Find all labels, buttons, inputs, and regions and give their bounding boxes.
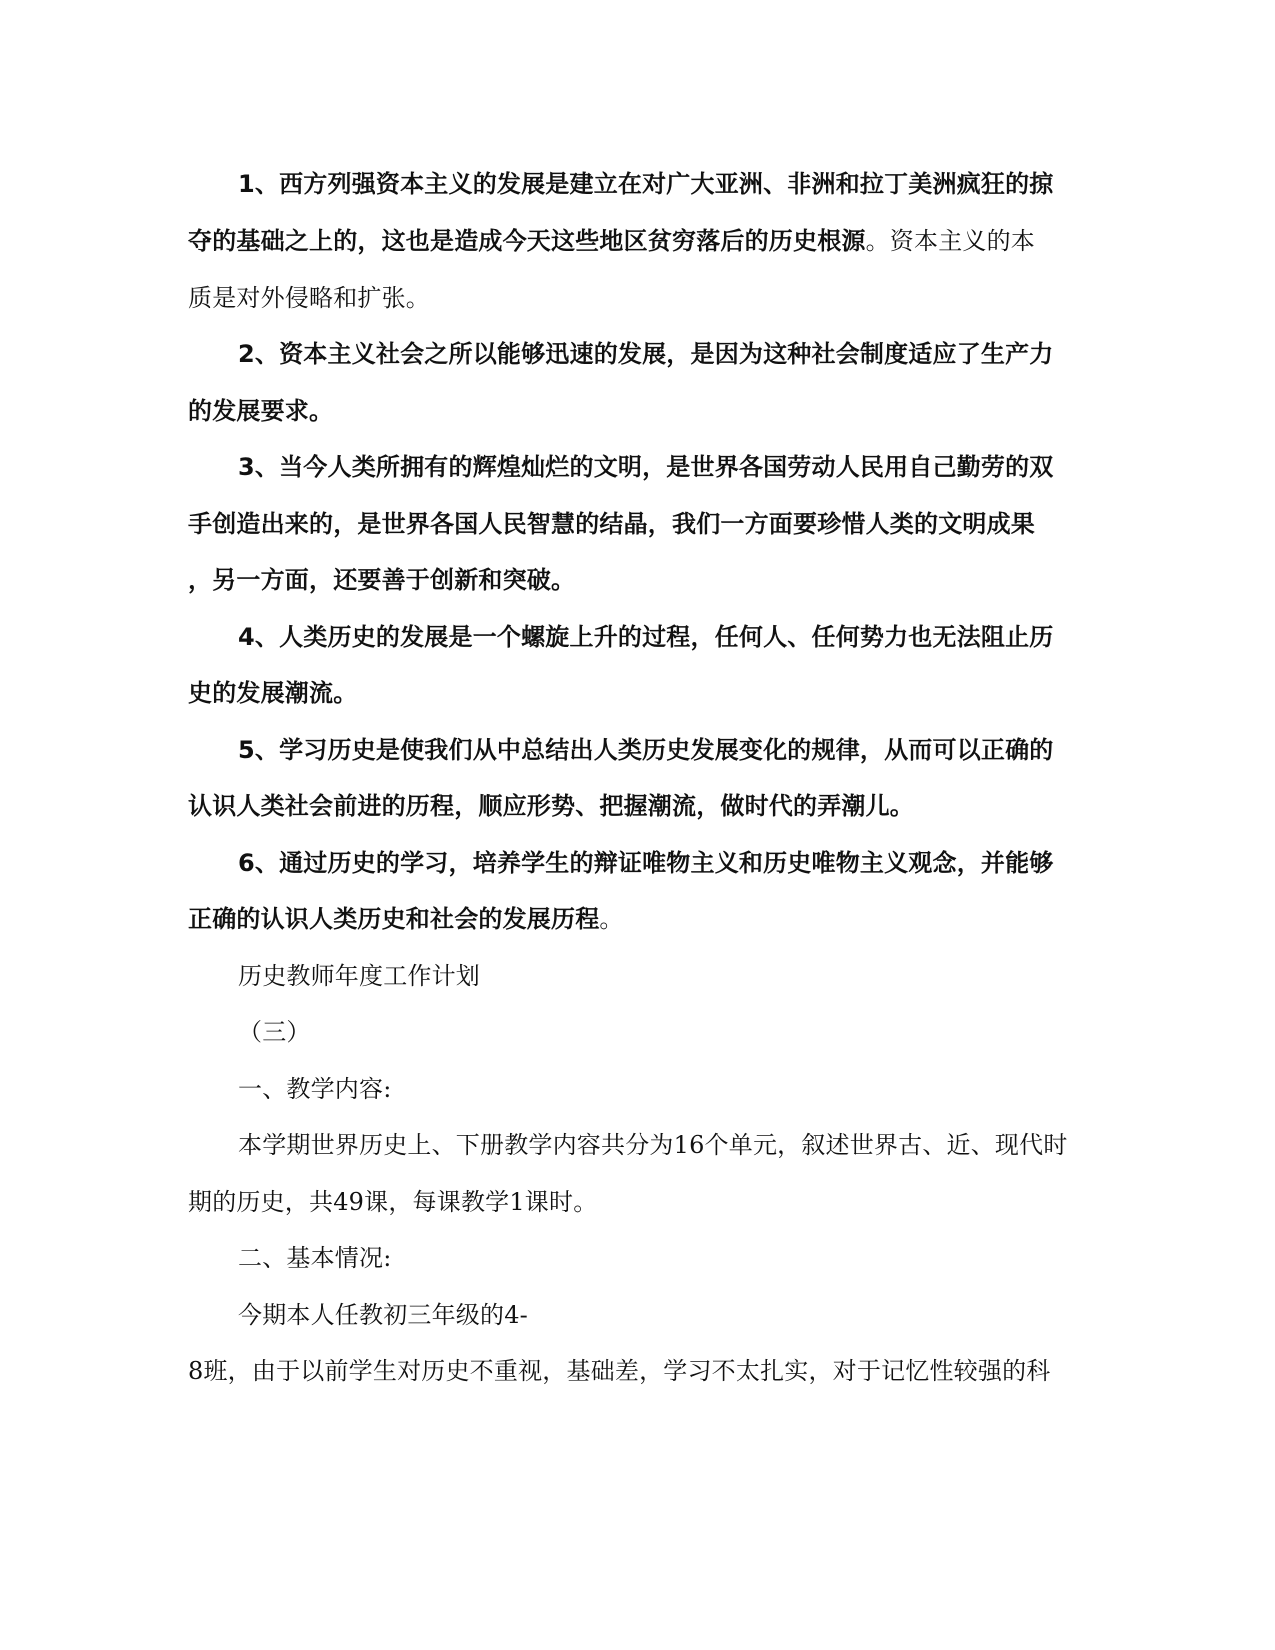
section-title: 历史教师年度工作计划 — [238, 962, 480, 990]
section-number: （三） — [238, 1018, 311, 1046]
paragraph-5-line-2: 认识人类社会前进的历程，顺应形势、把握潮流，做时代的弄潮儿。 — [188, 792, 914, 820]
paragraph-4-line-2: 史的发展潮流。 — [188, 679, 358, 707]
teaching-content-line-2: 期的历史，共49课，每课教学1课时。 — [188, 1188, 598, 1216]
paragraph-2-line-1: 2、资本主义社会之所以能够迅速的发展，是因为这种社会制度适应了生产力 — [238, 340, 1054, 368]
teaching-content-line-1: 本学期世界历史上、下册教学内容共分为16个单元，叙述世界古、近、现代时 — [238, 1131, 1068, 1159]
heading-teaching-content: 一、教学内容: — [238, 1075, 392, 1103]
paragraph-3-line-2: 手创造出来的，是世界各国人民智慧的结晶，我们一方面要珍惜人类的文明成果 — [188, 510, 1035, 538]
paragraph-1-line-2: 夺的基础之上的，这也是造成今天这些地区贫穷落后的历史根源。资本主义的本 — [188, 227, 1036, 255]
paragraph-6-line-1: 6、通过历史的学习，培养学生的辩证唯物主义和历史唯物主义观念，并能够 — [238, 849, 1054, 877]
paragraph-1-line-1: 1、西方列强资本主义的发展是建立在对广大亚洲、非洲和拉丁美洲疯狂的掠 — [238, 170, 1054, 198]
paragraph-3-line-3: ，另一方面，还要善于创新和突破。 — [188, 566, 576, 594]
paragraph-6-line-2: 正确的认识人类历史和社会的发展历程。 — [188, 905, 624, 933]
paragraph-1-line-3: 质是对外侵略和扩张。 — [188, 284, 430, 312]
basic-situation-line-1: 今期本人任教初三年级的4- — [238, 1301, 528, 1329]
paragraph-3-line-1: 3、当今人类所拥有的辉煌灿烂的文明，是世界各国劳动人民用自己勤劳的双 — [238, 453, 1054, 481]
paragraph-5-line-1: 5、学习历史是使我们从中总结出人类历史发展变化的规律，从而可以正确的 — [238, 736, 1054, 764]
heading-basic-situation: 二、基本情况: — [238, 1244, 392, 1272]
paragraph-2-line-2: 的发展要求。 — [188, 397, 334, 425]
basic-situation-line-2: 8班，由于以前学生对历史不重视，基础差，学习不太扎实，对于记忆性较强的科 — [188, 1357, 1051, 1385]
paragraph-4-line-1: 4、人类历史的发展是一个螺旋上升的过程，任何人、任何势力也无法阻止历 — [238, 623, 1054, 651]
